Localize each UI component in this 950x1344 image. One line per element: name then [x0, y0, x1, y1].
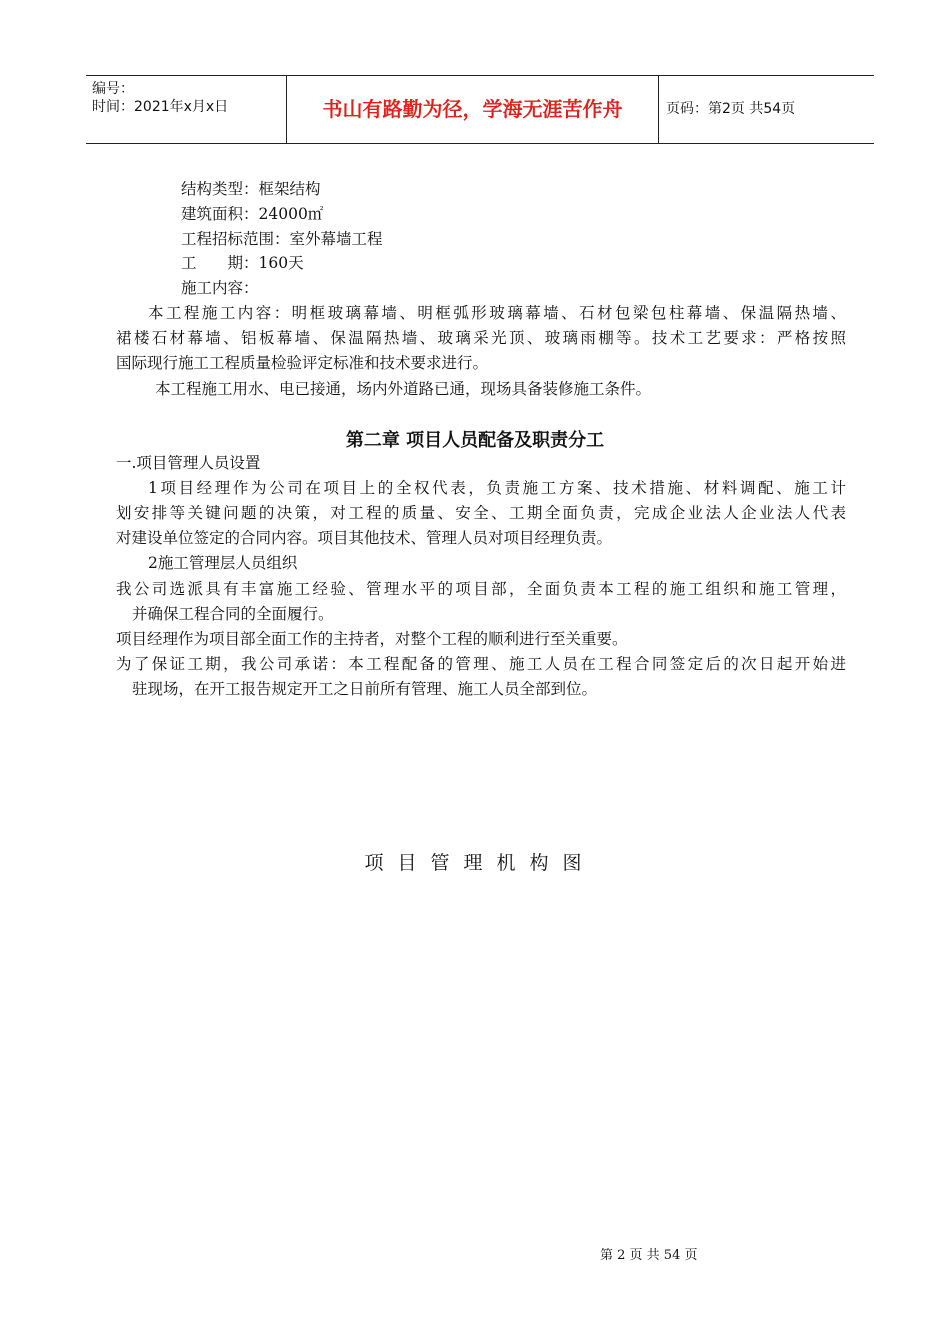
- header-divider: [658, 76, 659, 143]
- bidding-scope: 工程招标范围：室外幕墙工程: [181, 230, 383, 248]
- paragraph-line: 对建设单位签定的合同内容。项目其他技术、管理人员对项目经理负责。: [116, 529, 613, 547]
- construction-period: 工 期：160天: [181, 254, 304, 272]
- item-2-heading: 2施工管理层人员组织: [148, 554, 298, 572]
- header-motto: 书山有路勤为径，学海无涯苦作舟: [322, 97, 623, 121]
- structure-type: 结构类型：框架结构: [181, 180, 321, 198]
- paragraph-line: 驻现场，在开工报告规定开工之日前所有管理、施工人员全部到位。: [132, 680, 598, 698]
- number-label: 编号：: [92, 81, 134, 97]
- header-meta: [92, 80, 286, 116]
- utilities-paragraph: 本工程施工用水、电已接通，场内外道路已通，现场具备装修施工条件。: [155, 380, 652, 398]
- paragraph-line: 我公司选派具有丰富施工经验、管理水平的项目部，全面负责本工程的施工组织和施工管理，: [116, 580, 846, 598]
- paragraph-line: 1项目经理作为公司在项目上的全权代表，负责施工方案、技术措施、材料调配、施工计: [148, 479, 846, 497]
- manager-role: 项目经理作为项目部全面工作的主持者，对整个工程的顺利进行至关重要。: [116, 630, 628, 648]
- page-footer: 第 2 页 共 54 页: [600, 1248, 698, 1263]
- section-heading: 一.项目管理人员设置: [116, 454, 261, 472]
- paragraph-line: 裙楼石材幕墙、铝板幕墙、保温隔热墙、玻璃采光顶、玻璃雨棚等。技术工艺要求：严格按照: [116, 329, 846, 347]
- construction-content-label: 施工内容：: [181, 279, 259, 297]
- paragraph-line: 国际现行施工工程质量检验评定标准和技术要求进行。: [116, 354, 489, 372]
- paragraph-line: 为了保证工期，我公司承诺：本工程配备的管理、施工人员在工程合同签定后的次日起开始进: [116, 655, 846, 673]
- paragraph-line: 划安排等关键问题的决策，对工程的质量、安全、工期全面负责，完成企业法人企业法人代表: [116, 504, 846, 522]
- chapter-title: 第二章 项目人员配备及职责分工: [345, 430, 605, 451]
- paragraph-line: 本工程施工内容：明框玻璃幕墙、明框弧形玻璃幕墙、石材包梁包柱幕墙、保温隔热墙、: [148, 304, 846, 322]
- paragraph-line: 并确保工程合同的全面履行。: [132, 605, 334, 623]
- header-page-label: 页码：第2页 共54页: [666, 101, 796, 117]
- time-label: 时间：2021年x月x日: [92, 99, 229, 115]
- page-header: [86, 75, 874, 144]
- org-chart-title: 项目管理机构图: [364, 852, 596, 874]
- building-area: 建筑面积：24000㎡: [181, 205, 324, 223]
